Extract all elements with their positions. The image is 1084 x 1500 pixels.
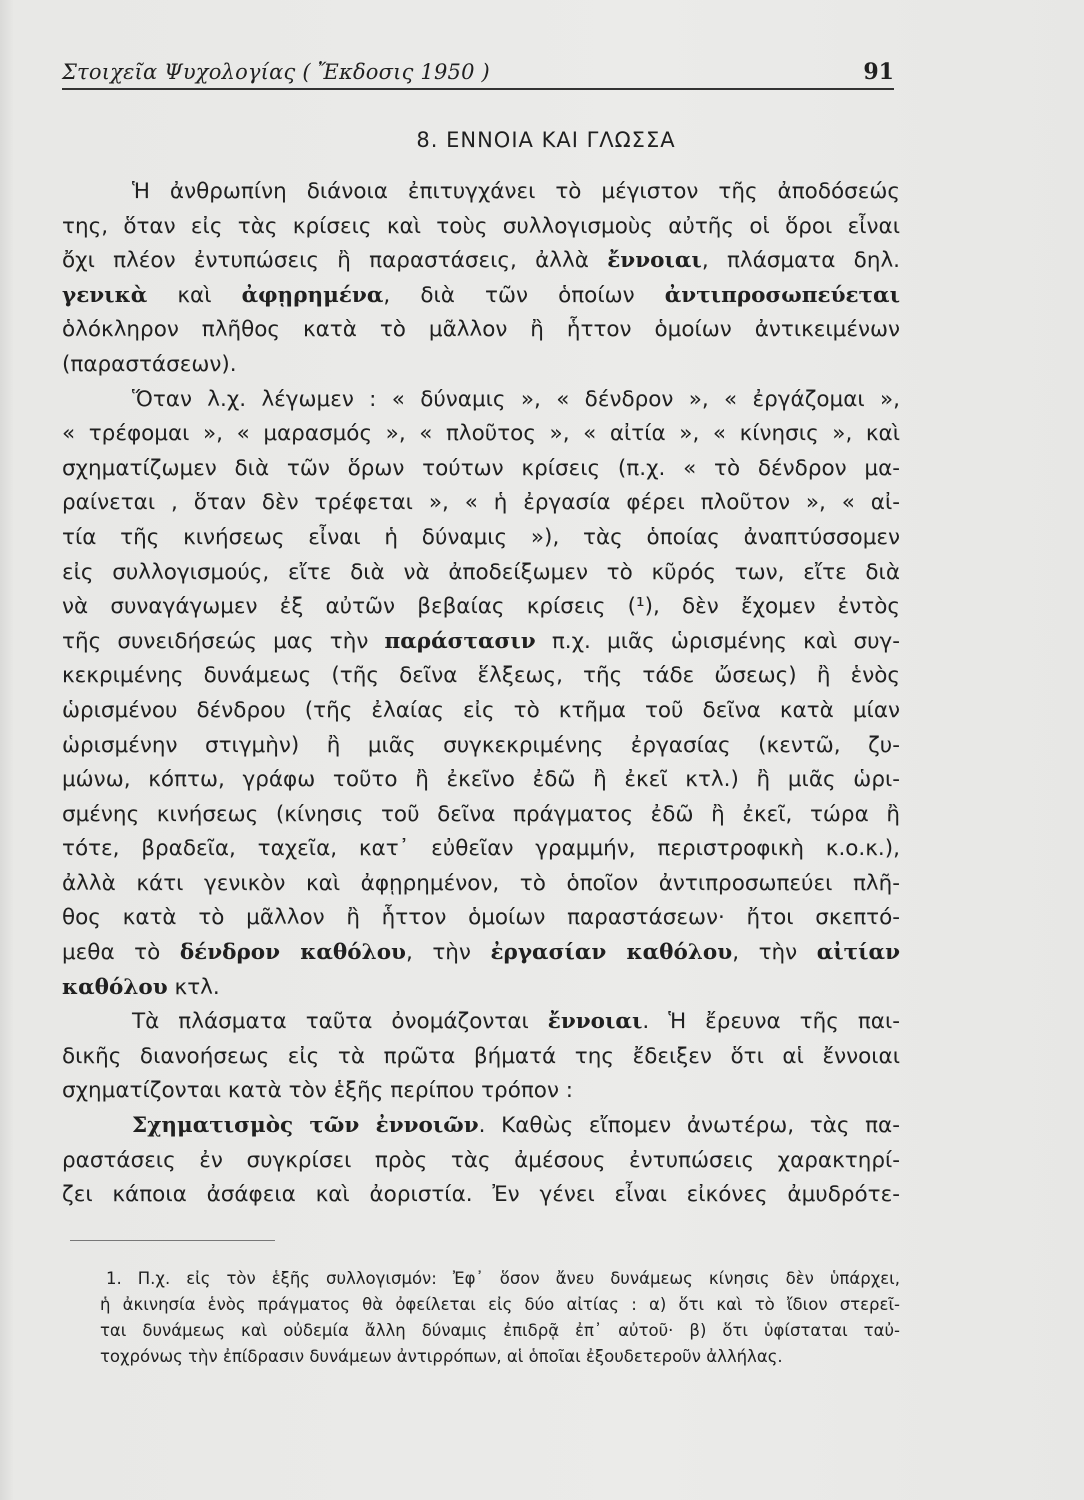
text-line: της, ὅταν εἰς τὰς κρίσεις καὶ τοὺς συλλογισμοὺς αὐτῆς οἱ ὅροι εἶναι bbox=[62, 213, 900, 239]
text-span: . Ἡ ἔρευνα τῆς παι- bbox=[642, 1009, 900, 1035]
emphasis-term: ἀντιπροσωπεύεται bbox=[664, 282, 900, 308]
text-line bbox=[62, 1109, 900, 1144]
text-span: καὶ bbox=[147, 282, 242, 308]
text-line: ραστάσεις ἐν συγκρίσει πρὸς τὰς ἀμέσους ἐντυπώσεις χαρακτηρί- bbox=[62, 1147, 900, 1173]
footnote-line: 1. Π.χ. εἰς τὸν ἑξῆς συλλογισμόν: Ἐφ᾽ ὅσον ἄνευ δυνάμεως κίνησις δὲν ὑπάρχει, bbox=[106, 1269, 900, 1288]
text-line bbox=[62, 279, 900, 314]
text-line: μώνω, κόπτω, γράφω τοῦτο ἢ ἐκεῖνο ἐδῶ ἢ ἐκεῖ κτλ.) ἢ μιᾶς ὡρι- bbox=[62, 767, 900, 793]
emphasis-term: ἀφῃρημένα bbox=[241, 282, 384, 308]
text-span: π.χ. μιᾶς ὡρισμένης καὶ συγ- bbox=[535, 628, 901, 654]
text-span: , τὴν bbox=[405, 940, 491, 966]
emphasis-term: αἰτίαν bbox=[816, 940, 900, 966]
text-line: ἀλλὰ κάτι γενικὸν καὶ ἀφῃρημένον, τὸ ὁποῖον ἀντιπροσωπεύει πλῆ- bbox=[62, 870, 900, 896]
body-text bbox=[62, 175, 900, 1213]
emphasis-term: παράστασιν bbox=[384, 628, 536, 654]
footnote bbox=[100, 1266, 900, 1370]
book-title-header: Στοιχεῖα Ψυχολογίας ( Ἔκδοσις 1950 ) bbox=[62, 60, 490, 84]
footnote-divider bbox=[70, 1240, 275, 1241]
text-span: , πλάσματα δηλ. bbox=[701, 248, 901, 274]
text-line bbox=[62, 244, 900, 279]
text-line: ραίνεται , ὅταν δὲν τρέφεται », « ἡ ἐργασία φέρει πλοῦτον », « αἰ- bbox=[62, 490, 900, 516]
text-line bbox=[62, 625, 900, 660]
text-line: σμένης κινήσεως (κίνησις τοῦ δεῖνα πράγματος ἐδῶ ἢ ἐκεῖ, τώρα ἢ bbox=[62, 801, 900, 827]
text-line: κεκριμένης δυνάμεως (τῆς δεῖνα ἕλξεως, τῆς τάδε ὤσεως) ἢ ἑνὸς bbox=[62, 663, 900, 689]
footnote-line: ται δυνάμεως καὶ οὐδεμία ἄλλη δύναμις ἐπιδρᾷ ἐπ᾽ αὐτοῦ· β) ὅτι ὑφίσταται ταὐ- bbox=[100, 1321, 900, 1340]
page-number: 91 bbox=[863, 59, 894, 85]
section-title: 8. ΕΝΝΟΙΑ ΚΑΙ ΓΛΩΣΣΑ bbox=[416, 128, 676, 152]
text-line bbox=[62, 936, 900, 971]
text-line: ὡρισμένην στιγμὴν) ἢ μιᾶς συγκεκριμένης ἐργασίας (κεντῶ, ζυ- bbox=[62, 732, 900, 758]
running-header bbox=[62, 60, 894, 90]
text-span: , διὰ τῶν ὁποίων bbox=[383, 282, 635, 308]
text-span: , τὴν bbox=[732, 940, 817, 966]
text-line: (παραστάσεων). bbox=[62, 351, 237, 377]
text-line: ὡρισμένου δένδρου (τῆς ἐλαίας εἰς τὸ κτῆμα τοῦ δεῖνα κατὰ μίαν bbox=[62, 697, 900, 723]
text-line: ζει κάποια ἀσάφεια καὶ ἀοριστία. Ἐν γένει εἶναι εἰκόνες ἀμυδρότε- bbox=[62, 1182, 900, 1208]
text-line: Ἡ ἀνθρωπίνη διάνοια ἐπιτυγχάνει τὸ μέγιστον τῆς ἀποδόσεώς bbox=[132, 179, 900, 204]
text-span: κτλ. bbox=[167, 974, 220, 1000]
footnote-line: ἡ ἀκινησία ἑνὸς πράγματος θὰ ὀφείλεται εἰς δύο αἰτίας : α) ὅτι καὶ τὸ ἴδιον στερεῖ- bbox=[100, 1295, 900, 1314]
text-line bbox=[62, 971, 900, 1006]
text-line bbox=[62, 1005, 900, 1040]
emphasis-term: δένδρον καθόλου bbox=[179, 940, 406, 966]
text-span: ὄχι πλέον ἐντυπώσεις ἢ παραστάσεις, ἀλλὰ bbox=[62, 248, 589, 274]
text-line: « τρέφομαι », « μαρασμός », « πλοῦτος », « αἰτία », « κίνησις », καὶ bbox=[62, 421, 900, 447]
text-line: εἰς συλλογισμούς, εἴτε διὰ νὰ ἀποδείξωμεν τὸ κῦρός των, εἴτε διὰ bbox=[62, 559, 900, 585]
text-line: θος κατὰ τὸ μᾶλλον ἢ ἧττον ὁμοίων παραστάσεων· ἤτοι σκεπτό- bbox=[62, 905, 900, 931]
text-line: τότε, βραδεῖα, ταχεῖα, κατ᾽ εὐθεῖαν γραμμήν, περιστροφικὴ κ.ο.κ.), bbox=[62, 836, 900, 862]
text-line: Ὅταν λ.χ. λέγωμεν : « δύναμις », « δένδρον », « ἐργάζομαι », bbox=[132, 386, 900, 412]
emphasis-term: γενικὰ bbox=[62, 282, 148, 308]
text-line: δικῆς διανοήσεως εἰς τὰ πρῶτα βήματά της ἔδειξεν ὅτι αἱ ἔννοιαι bbox=[62, 1043, 900, 1069]
text-span: Τὰ πλάσματα ταῦτα ὀνομάζονται bbox=[132, 1009, 548, 1035]
text-line: νὰ συναγάγωμεν ἐξ αὐτῶν βεβαίας κρίσεις (¹), δὲν ἔχομεν ἐντὸς bbox=[62, 594, 900, 620]
text-span: . Καθὼς εἴπομεν ἀνωτέρω, τὰς πα- bbox=[478, 1113, 900, 1139]
text-line: σχηματίζονται κατὰ τὸν ἑξῆς περίπου τρόπον : bbox=[62, 1078, 574, 1104]
text-span: τῆς συνειδήσεώς μας τὴν bbox=[62, 628, 385, 654]
text-line: σχηματίζωμεν διὰ τῶν ὅρων τούτων κρίσεις (π.χ. « τὸ δένδρον μα- bbox=[62, 455, 900, 481]
subheading: Σχηματισμὸς τῶν ἐννοιῶν bbox=[132, 1113, 479, 1139]
text-span: μεθα τὸ bbox=[62, 940, 180, 966]
emphasis-term: ἔννοιαι bbox=[547, 1009, 643, 1035]
text-line: ὁλόκληρον πλῆθος κατὰ τὸ μᾶλλον ἢ ἧττον ὁμοίων ἀντικειμένων bbox=[62, 317, 900, 343]
footnote-line: τοχρόνως τὴν ἐπίδρασιν δυνάμεων ἀντιρρόπων, αἱ ὁποῖαι ἐξουδετεροῦν ἀλλήλας. bbox=[100, 1347, 783, 1366]
emphasis-term: καθόλου bbox=[62, 974, 168, 1000]
emphasis-term: ἐργασίαν καθόλου bbox=[490, 940, 733, 966]
emphasis-term: ἔννοιαι bbox=[607, 248, 702, 274]
text-line: τία τῆς κινήσεως εἶναι ἡ δύναμις »), τὰς ὁποίας ἀναπτύσσομεν bbox=[62, 524, 900, 550]
